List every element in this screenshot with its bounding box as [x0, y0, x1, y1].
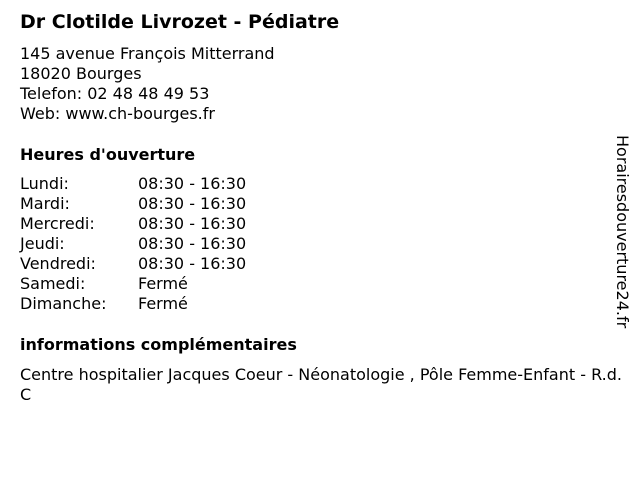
- day-label: Mardi:: [20, 194, 70, 213]
- hours-row-sunday: [20, 294, 246, 314]
- street-address: 145 avenue François Mitterrand: [20, 44, 275, 63]
- address-block: [20, 44, 275, 124]
- hours-row-tuesday: [20, 194, 246, 214]
- day-label: Lundi:: [20, 174, 69, 193]
- day-hours: 08:30 - 16:30: [138, 194, 247, 213]
- day-label: Dimanche:: [20, 294, 107, 313]
- page-title: Dr Clotilde Livrozet - Pédiatre: [20, 11, 340, 33]
- site-watermark: Horairesdouverture24.fr: [613, 135, 632, 329]
- day-label: Vendredi:: [20, 254, 96, 273]
- opening-hours-table: [20, 174, 246, 314]
- hours-row-thursday: [20, 234, 246, 254]
- hours-row-monday: [20, 174, 246, 194]
- hours-row-saturday: [20, 274, 246, 294]
- day-hours: 08:30 - 16:30: [138, 214, 247, 233]
- day-hours: 08:30 - 16:30: [138, 174, 247, 193]
- day-label: Mercredi:: [20, 214, 95, 233]
- phone-number: Telefon: 02 48 48 49 53: [20, 84, 210, 103]
- city-postal-code: 18020 Bourges: [20, 64, 142, 83]
- additional-info-heading: informations complémentaires: [20, 335, 297, 354]
- additional-info-text: Centre hospitalier Jacques Coeur - Néonatologie , Pôle Femme-Enfant - R.d.C: [20, 365, 622, 404]
- hours-row-wednesday: [20, 214, 246, 234]
- hours-row-friday: [20, 254, 246, 274]
- day-hours: Fermé: [138, 294, 188, 313]
- day-hours: 08:30 - 16:30: [138, 254, 247, 273]
- day-label: Samedi:: [20, 274, 86, 293]
- website: Web: www.ch-bourges.fr: [20, 104, 215, 123]
- day-label: Jeudi:: [20, 234, 65, 253]
- opening-hours-heading: Heures d'ouverture: [20, 145, 196, 164]
- day-hours: 08:30 - 16:30: [138, 234, 247, 253]
- day-hours: Fermé: [138, 274, 188, 293]
